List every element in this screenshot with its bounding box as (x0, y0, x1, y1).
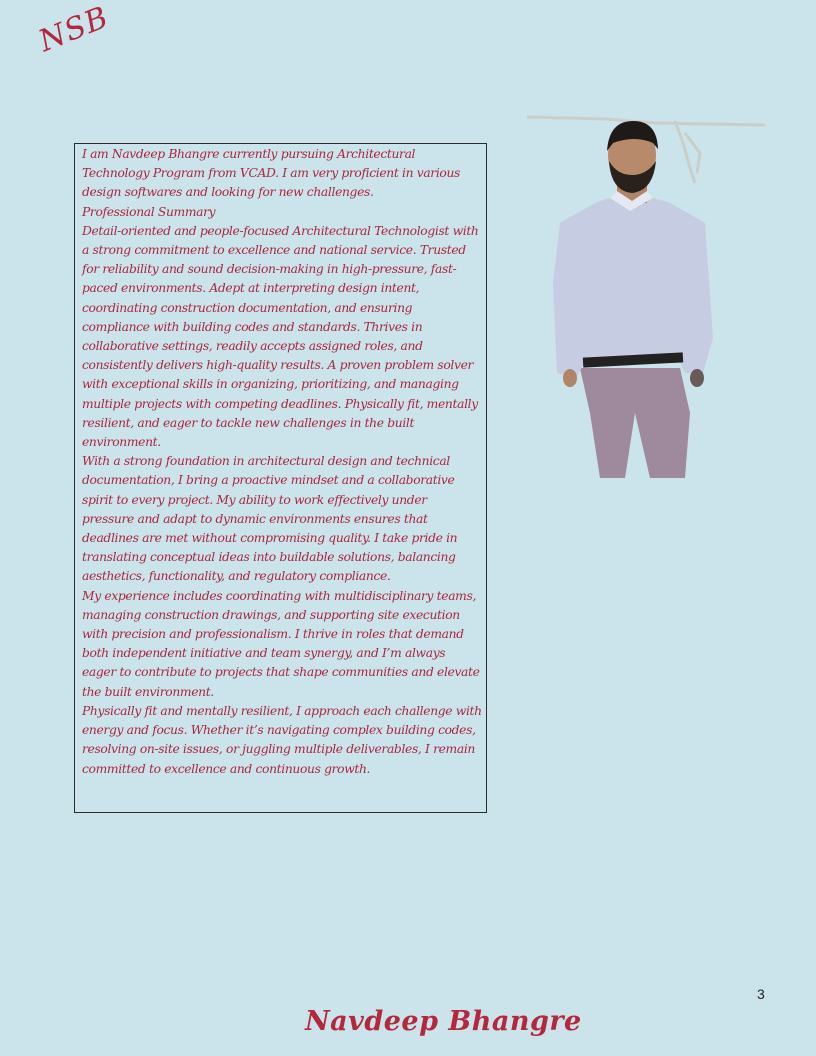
summary-heading: Professional Summary (82, 204, 216, 219)
summary-paragraph: Detail-oriented and people-focused Architectural Technologist with a strong commitment to excellence and national service. Trusted for reliability and sound decision-making in high-pressure, fast-paced environments. Adept at interpreting design intent, coordinating construction documentation, and ensuring compliance with building codes and standards. Thrives in collaborative settings, readily accepts assigned roles, and consistently delivers high-quality results. A proven problem solver with exceptional skills in organizing, prioritizing, and managing multiple projects with competing deadlines. Physically fit, mentally resilient, and eager to tackle new challenges in the built environment. (82, 223, 479, 450)
footer-signature-name: Navdeep Bhangre (305, 1006, 582, 1037)
trousers (580, 368, 690, 478)
intro-paragraph: I am Navdeep Bhangre currently pursuing Architectural Technology Program from VCAD. I am very proficient in various design softwares and looking for new challenges. (82, 147, 460, 200)
monogram-logo: NSB (34, 0, 114, 60)
page-number: 3 (757, 986, 765, 1002)
shirt (553, 196, 713, 379)
bio-text-box (74, 143, 487, 813)
resilience-paragraph: Physically fit and mentally resilient, I approach each challenge with energy and focus. Whether it’s navigating complex building codes, resolving on-site issues, or juggling multiple deliverables, I remain committed to excellence and continuous growth. (82, 703, 482, 776)
experience-paragraph: My experience includes coordinating with multidisciplinary teams, managing construction drawings, and supporting site execution with precision and professionalism. I thrive in roles that demand both independent initiative and team synergy, and I’m always eager to contribute to projects that shape communities and elevate the built environment. (82, 588, 480, 699)
profile-photo (525, 113, 770, 480)
foundation-paragraph: With a strong foundation in architectural design and technical documentation, I bring a proactive mindset and a collaborative spirit to every project. My ability to work effectively under pressure and adapt to dynamic environments ensures that deadlines are met without compromising quality. I take pride in translating conceptual ideas into buildable solutions, balancing aesthetics, functionality, and regulatory compliance. (82, 454, 458, 584)
